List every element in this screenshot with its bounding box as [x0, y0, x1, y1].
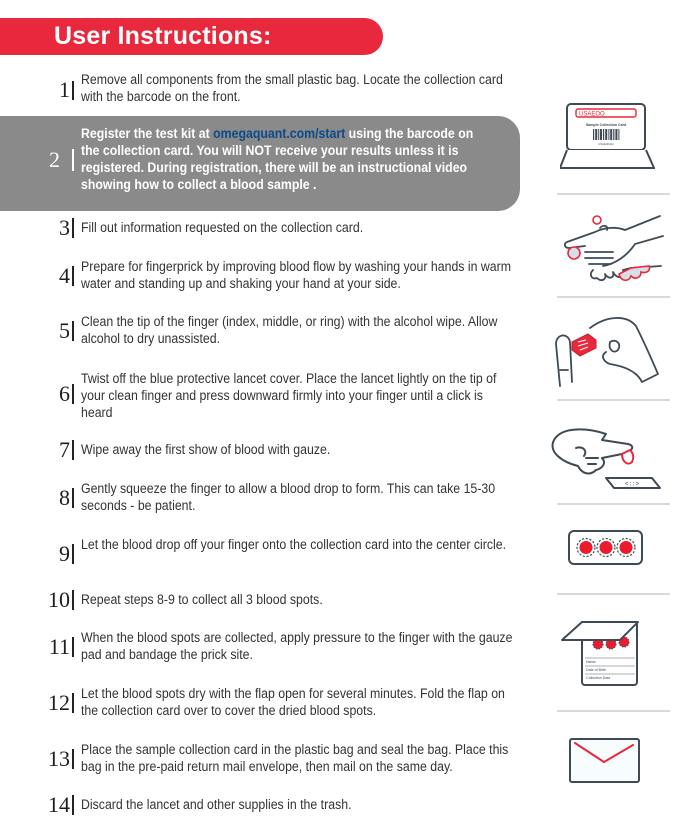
svg-text:Sample Collection Card: Sample Collection Card: [585, 123, 627, 127]
step-text-part: using the barcode on the collection card. You will NOT receive your results unless it is registered. During registration, there will be an instructional video showing how to collect a blood sample .: [81, 126, 474, 192]
step-text: Wipe away the first show of blood with gauze.: [81, 442, 331, 457]
step-divider-bar: [72, 266, 74, 286]
step-text: [81, 125, 495, 193]
step-number: 3: [59, 215, 70, 240]
illustration-divider: [557, 296, 670, 298]
step-text: Repeat steps 8-9 to collect all 3 blood spots.: [81, 592, 323, 607]
blood-drop-card-icon: [548, 418, 668, 493]
registration-link[interactable]: omegaquant.com/start: [213, 126, 346, 141]
step-divider-bar: [72, 749, 74, 769]
step-divider-bar: [72, 440, 74, 460]
step-number: 12: [48, 690, 70, 715]
svg-text:USAEOO: USAEOO: [579, 111, 605, 118]
step-8: [0, 480, 530, 520]
three-blood-spots-icon: [568, 530, 644, 566]
svg-text:Date of Birth: Date of Birth: [586, 668, 606, 672]
step-9: [0, 536, 530, 576]
illustration-divider: [557, 593, 670, 595]
step-13: [0, 741, 530, 781]
step-6: [0, 370, 530, 424]
step-text: When the blood spots are collected, apply pressure to the finger with the gauze pad and bandage the prick site.: [81, 630, 513, 662]
step-12: [0, 685, 530, 725]
svg-text:<::>: <::>: [624, 480, 640, 488]
step-divider-bar: [72, 321, 74, 341]
step-text: Prepare for fingerprick by improving blood flow by washing your hands in warm water and standing up and shaking your hand at your side.: [81, 259, 512, 291]
step-divider-bar: [72, 81, 74, 100]
step-number: 8: [59, 485, 70, 510]
illustration-divider: [557, 503, 670, 505]
step-text: Let the blood spots dry with the flap open for several minutes. Fold the flap on the collection card over to cover the dried blood spots.: [81, 686, 505, 718]
step-number: 11: [48, 634, 70, 659]
step-1: [0, 70, 530, 110]
step-number: 7: [59, 437, 70, 462]
page-title: User Instructions:: [54, 22, 272, 50]
step-divider-bar: [72, 218, 74, 238]
step-divider-bar: [72, 488, 74, 508]
illustration-divider: [557, 193, 670, 195]
laptop-card-icon: [560, 100, 655, 175]
step-number: 1: [59, 77, 70, 102]
step-text: Place the sample collection card in the plastic bag and seal the bag. Place this bag in the pre-paid return mail envelope, then mail on the same day.: [81, 742, 509, 774]
step-divider-bar: [72, 795, 74, 815]
step-number: 5: [59, 318, 70, 343]
step-number: 10: [48, 587, 70, 612]
step-divider-bar: [72, 384, 74, 404]
step-11: [0, 629, 530, 669]
step-divider-bar: [72, 590, 74, 610]
step-2-highlight: [0, 116, 520, 211]
step-number: 4: [59, 263, 70, 288]
envelope-icon: [569, 738, 641, 784]
card-flap-icon: [560, 618, 645, 690]
step-divider-bar: [72, 544, 74, 564]
hand-washing-icon: [555, 208, 670, 288]
step-text-part: Register the test kit at: [81, 126, 214, 141]
header-banner: [0, 18, 383, 55]
svg-text:USAE00444: USAE00444: [598, 142, 614, 146]
lancet-finger-icon: [550, 312, 665, 392]
step-5: [0, 313, 530, 353]
step-7: [0, 437, 530, 462]
step-text: Remove all components from the small plastic bag. Locate the collection card with the barcode on the front.: [81, 72, 503, 104]
step-3: [0, 215, 530, 240]
step-text: Clean the tip of the finger (index, middle, or ring) with the alcohol wipe. Allow alcohol to dry unassisted.: [81, 314, 498, 346]
step-10: [0, 587, 530, 612]
illustration-divider: [557, 710, 670, 712]
illustration-divider: [557, 399, 670, 401]
step-number: 14: [48, 792, 70, 817]
step-divider-bar: [72, 149, 74, 171]
step-text: Twist off the blue protective lancet cover. Place the lancet lightly on the tip of your clean finger and press downward firmly into your finger until a click is heard: [81, 371, 497, 420]
svg-text:Collection Date: Collection Date: [586, 676, 611, 680]
step-text: Discard the lancet and other supplies in the trash.: [81, 797, 352, 812]
svg-text:Name: Name: [586, 660, 596, 664]
step-number: 13: [48, 746, 70, 771]
step-14: [0, 792, 530, 817]
step-number: 9: [59, 541, 70, 566]
step-divider-bar: [72, 693, 74, 713]
step-text: Gently squeeze the finger to allow a blood drop to form. This can take 15-30 seconds - be patient.: [81, 481, 496, 513]
step-text: Fill out information requested on the collection card.: [81, 220, 364, 235]
step-number: 2: [49, 147, 60, 172]
step-text: Let the blood drop off your finger onto the collection card into the center circle.: [81, 537, 507, 552]
step-number: 6: [59, 381, 70, 406]
step-divider-bar: [72, 637, 74, 657]
step-4: [0, 258, 530, 298]
